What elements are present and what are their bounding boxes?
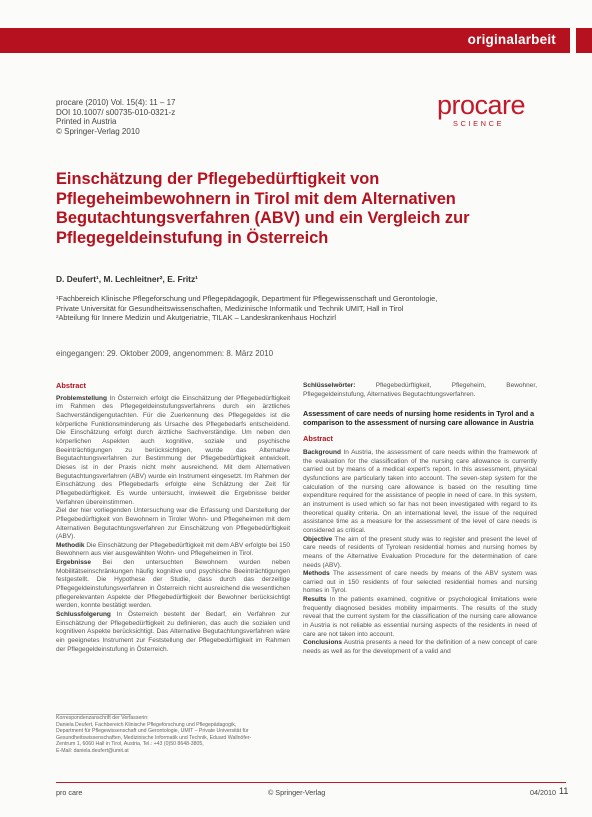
page-number: 11 bbox=[559, 786, 569, 796]
paragraph-text: Bei den untersuchten Bewohnern wurden neben Mobilitätseinschränkungen häufig kognitive und psychische Beeinträchtigungen festgestellt. Die Hypothese der Studie, dass durch das derzeitige Pflegegeldeinstufungsverfahren in Österreich nicht ausreichend die wesentlichen pflegerelevanten Aspekte der Pflegebedürftigkeit der Bewohner berücksichtigt werden, konnte bestätigt werden. bbox=[56, 559, 290, 610]
abstract-paragraph bbox=[303, 536, 537, 571]
footer-issue: 04/2010 bbox=[530, 788, 556, 797]
paragraph-label: Ergebnisse bbox=[56, 559, 92, 567]
paragraph-label: Conclusions bbox=[303, 639, 343, 647]
affiliation-line: ¹Fachbereich Klinische Pflegeforschung und Pflegepädagogik, Department für Pflegewissenschaft und Gerontologie, bbox=[56, 294, 438, 303]
section-label: originalarbeit bbox=[467, 32, 556, 47]
abstract-paragraph bbox=[56, 507, 290, 542]
affiliation-line: Private Universität für Gesundheitswissenschaften, Medizinische Informatik und Technik UMIT, Hall in Tirol bbox=[56, 303, 404, 313]
meta-line: procare (2010) Vol. 15(4): 11 – 17 bbox=[56, 98, 176, 107]
paragraph-label: Methodik bbox=[56, 541, 85, 549]
abstract-paragraph bbox=[56, 559, 290, 611]
abstract-paragraph bbox=[303, 639, 537, 656]
paragraph-text: The aim of the present study was to register and present the level of care needs of residents of Tyrolean residential homes and nursing homes by means of the Alternative Evaluation Procedure for the determination of care needs (ABV). bbox=[303, 535, 537, 569]
title-line: Einschätzung der Pflegebedürftigkeit von bbox=[56, 170, 380, 188]
abstract-paragraph bbox=[56, 611, 290, 654]
paragraph-text: The assessment of care needs by means of the ABV system was carried out in 150 residents of four selected residential homes and nursing homes in Tyrol. bbox=[303, 570, 537, 595]
affiliation-line: ²Abteilung für Innere Medizin und Akutgeriatrie, TILAK – Landeskrankenhaus Hochzirl bbox=[56, 313, 337, 323]
abstract-paragraph bbox=[303, 596, 537, 639]
paragraph-label: Schlussfolgerung bbox=[56, 611, 111, 619]
paragraph-label: Methods bbox=[303, 570, 330, 578]
paragraph-label: Results bbox=[303, 596, 327, 604]
footnote-line: Zentrum 1, 6060 Hall in Tirol, Austria, Tel.: +43 (0)50 8648-3805, bbox=[56, 741, 204, 748]
footnote-line: E-Mail: daniela.deufert@umit.at bbox=[56, 747, 129, 754]
meta-line: Printed in Austria bbox=[56, 117, 117, 127]
paragraph-label: Background bbox=[303, 448, 341, 456]
footer-journal: pro care bbox=[56, 788, 83, 797]
logo-subtitle: SCIENCE bbox=[453, 119, 505, 128]
paragraph-text: In Austria, the assessment of care needs within the framework of the evaluation for the classification of the nursing care allowance is currently carried out by means of a medical expert's report. In this assessment, physical dysfunctions are particularly taken into account. The seven-step system for the calculation of the nursing care allowance is based on the resulting time expenditure required for the assistance of people in need of care. In this system, an instrument is used which so far has not been investigated with regard to its theoretical quality criteria. On an international level, the issue of the required assistance time as a measure for the assessment of the level of care needs is considered as critical. bbox=[303, 448, 537, 534]
title-line: Pflegegeldeinstufung in Österreich bbox=[56, 228, 329, 247]
title-line: Pflegeheimbewohnern in Tirol mit dem Alternativen bbox=[56, 189, 456, 208]
paragraph-text: Ziel der hier vorliegenden Untersuchung war die Erfassung und Darstellung der Pflegebedürftigkeit von Bewohnern in Tiroler Wohn- und Pflegeheimen mit dem Alternativen Begutachtungsverfahren zur Einschätzung von Pflegebedürftigkeit (ABV). bbox=[56, 507, 290, 541]
received-dates: eingegangen: 29. Oktober 2009, angenommen: 8. März 2010 bbox=[56, 349, 274, 358]
footnote-line: Daniela Deufert, Fachbereich Klinische Pflegeforschung und Pflegepädagogik, bbox=[56, 721, 237, 728]
abstract-heading-de: Abstract bbox=[56, 381, 86, 390]
keywords-text: Pflegebedürftigkeit, Pflegeheim, Bewohner, Pflegegeldeinstufung, Alternatives Begutachtungsverfahren. bbox=[303, 382, 537, 398]
paragraph-text: Austria presents a need for the definition of a new concept of care needs as well as for the development of a valid and bbox=[303, 639, 537, 656]
meta-line: © Springer-Verlag 2010 bbox=[56, 126, 140, 136]
paragraph-text: In the patients examined, cognitive or psychological limitations were frequently diagnosed besides mobility impairments. The results of the study reveal that the current system for the classification of the nursing care allowance in Austria is not reliable as essential nursing aspects of the residents in need of care are not taken into account. bbox=[303, 596, 537, 638]
section-banner bbox=[0, 28, 570, 53]
abstract-paragraph bbox=[56, 395, 290, 508]
meta-line: DOI 10.1007/ s00735-010-0321-z bbox=[56, 107, 176, 117]
left-column bbox=[56, 382, 290, 654]
authors: D. Deufert¹, M. Lechleitner², E. Fritz¹ bbox=[56, 274, 198, 284]
abstract-paragraph bbox=[303, 449, 537, 536]
paragraph-label: Problemstellung bbox=[56, 394, 107, 402]
paragraph-text: In Österreich besteht der Bedarf, ein Verfahren zur Einschätzung der Pflegebedürftigkeit zu definieren, das auch die sozialen und kognitiven Aspekte berücksichtigt. Das Alternative Begutachtungsverfahren wäre ein geeignetes Instrument zur Feststellung der Pflegebedürftigkeit im Rahmen der Pflegegeldeinstufung in Österreich. bbox=[56, 611, 290, 653]
paragraph-text: Die Einschätzung der Pflegebedürftigkeit mit dem ABV erfolgte bei 150 Bewohnern aus vier ausgewählten Wohn- und Pflegeheimen in Tirol. bbox=[56, 541, 290, 558]
keywords bbox=[303, 382, 537, 399]
paragraph-text: In Österreich erfolgt die Einschätzung der Pflegebedürftigkeit im Rahmen des Pflegegeldeinstufungsverfahrens durch ein ärztliches Sachverständigengutachten. Für die Zuerkennung des Pflegegeldes ist die körperliche Funktionsminderung als Ursache des Pflegebedarfs entscheidend. Die Einschätzung erfolgt durch ärztliche Sachverständige. Um neben den körperlichen Aspekten auch kognitive, soziale und psychische Beeinträchtigungen zu berücksichtigen, wurde das Alternative Begutachtungsverfahren zur Bestimmung der Pflegebedürftigkeit entwickelt. Dieses ist in der Praxis nicht mehr ausreichend. Mit dem Alternativen Begutachtungsverfahren (ABV) wurde ein Instrument eingesetzt. Im Rahmen der Einschätzung des Pflegebedarfs erfolgte eine Schätzung der Zeit für Pflegebedürftigkeit. Es wurde untersucht, inwieweit die Ergebnisse beider Verfahren übereinstimmen. bbox=[56, 394, 290, 506]
procare-logo bbox=[437, 92, 535, 128]
footnote-line: Gesundheitswissenschaften, Medizinische Informatik und Technik, Eduard Wallnöfer- bbox=[56, 734, 252, 741]
footnote-line: Korrespondenzanschrift der Verfasserin: bbox=[56, 715, 149, 721]
article-title bbox=[56, 170, 526, 248]
abstract-paragraph bbox=[303, 570, 537, 596]
abstract-paragraph bbox=[56, 542, 290, 559]
page-edge-tab bbox=[576, 28, 592, 53]
title-line: Begutachtungsverfahren (ABV) und ein Vergleich zur bbox=[56, 209, 470, 227]
correspondence-note bbox=[56, 714, 290, 755]
right-column bbox=[303, 382, 537, 657]
paragraph-label: Objective bbox=[303, 535, 333, 543]
english-title: Assessment of care needs of nursing home residents in Tyrol and a comparison to the assessment of nursing care allowance in Austria bbox=[303, 409, 535, 428]
publication-meta bbox=[56, 98, 175, 136]
footer-rule bbox=[56, 782, 566, 783]
keywords-label: Schlüsselwörter: bbox=[303, 382, 356, 389]
footer-publisher: © Springer-Verlag bbox=[268, 788, 326, 797]
footnote-line: Department für Pflegewissenschaft und Gerontologie, UMIT – Private Universität für bbox=[56, 728, 249, 735]
logo-word: procare bbox=[437, 90, 526, 120]
abstract-heading-en: Abstract bbox=[303, 434, 333, 444]
affiliations bbox=[56, 294, 526, 323]
